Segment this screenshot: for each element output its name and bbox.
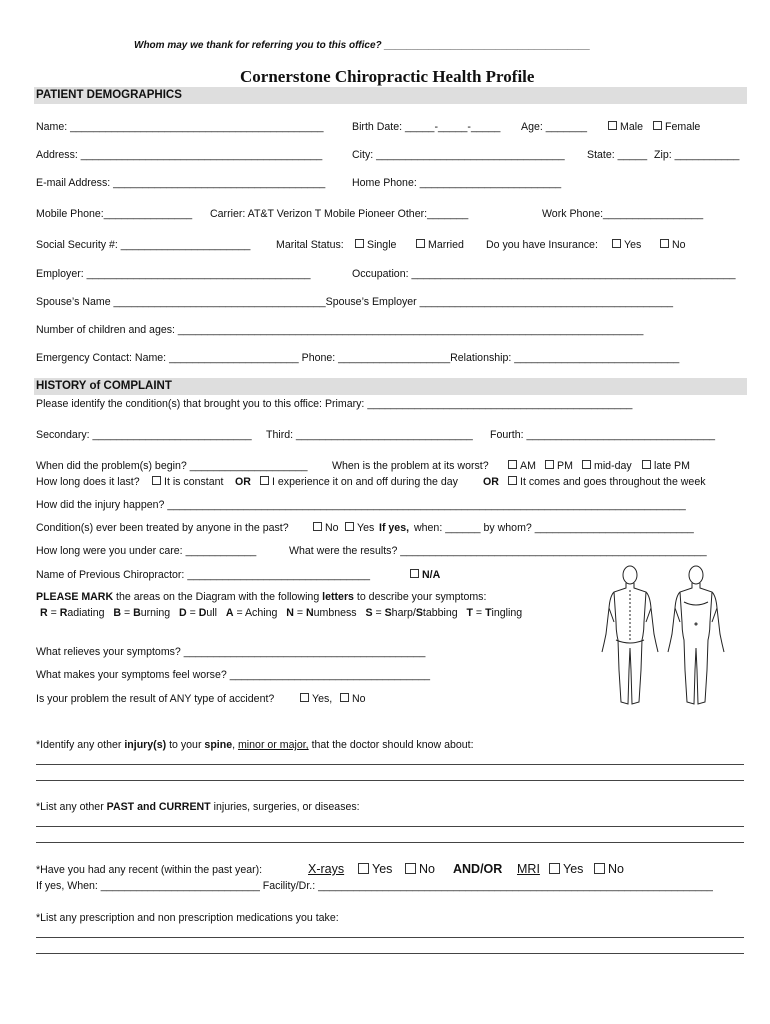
form-title: Cornerstone Chiropractic Health Profile [240, 67, 535, 86]
referral-question: Whom may we thank for referring you to this office? _____________________________________ [134, 40, 591, 51]
problem-begin-field[interactable]: When did the problem(s) begin? ____________________ [36, 460, 308, 472]
primary-condition-field[interactable]: Please identify the condition(s) that brought you to this office: Primary: _____________________________________________ [36, 398, 633, 410]
na-checkbox[interactable] [410, 569, 419, 578]
insurance-no-option[interactable]: No [660, 239, 686, 252]
children-field[interactable]: Number of children and ages: _______________________________________________________________________________ [36, 324, 644, 336]
demographics-header: PATIENT DEMOGRAPHICS [36, 89, 182, 101]
insurance-yes-checkbox[interactable] [612, 239, 621, 248]
mri-label: MRI [517, 862, 540, 876]
if-yes-label: If yes, [379, 522, 410, 534]
na-option[interactable]: N/A [410, 569, 440, 582]
female-checkbox[interactable] [653, 121, 662, 130]
symptom-legend: R = Radiating B = Burning D = Dull A = Aching N = Numbness S = Sharp/Stabbing T = Tingling [40, 607, 523, 619]
city-field[interactable]: City: ________________________________ [352, 149, 565, 161]
previous-chiropractor-field[interactable]: Name of Previous Chiropractor: _______________________________ [36, 569, 370, 581]
medications-prompt: *List any prescription and non prescription medications you take: [36, 912, 339, 924]
or-label-1: OR [235, 476, 251, 488]
history-header-bar [34, 378, 747, 395]
mri-no-option[interactable]: No [594, 862, 624, 876]
address-field[interactable]: Address: _________________________________________ [36, 149, 323, 161]
insurance-yes-option[interactable]: Yes [612, 239, 641, 252]
accident-no-option[interactable]: No [340, 693, 366, 706]
constant-option[interactable]: It is constant [152, 476, 223, 489]
male-checkbox[interactable] [608, 121, 617, 130]
third-condition-field[interactable]: Third: ______________________________ [266, 429, 473, 441]
email-field[interactable]: E-mail Address: ____________________________________ [36, 177, 326, 189]
xray-yes-checkbox[interactable] [358, 863, 369, 874]
on-off-checkbox[interactable] [260, 476, 269, 485]
midday-option[interactable]: mid-day [582, 460, 632, 473]
late-pm-checkbox[interactable] [642, 460, 651, 469]
name-field[interactable]: Name: ___________________________________________ [36, 121, 324, 133]
worse-field[interactable]: What makes your symptoms feel worse? __________________________________ [36, 669, 431, 681]
treated-when-whom-field[interactable]: when: ______ by whom? ___________________________ [414, 522, 694, 534]
relieves-field[interactable]: What relieves your symptoms? _________________________________________ [36, 646, 426, 658]
treated-no-option[interactable]: No [313, 522, 339, 535]
past-current-prompt: *List any other PAST and CURRENT injuries, surgeries, or diseases: [36, 801, 360, 813]
comes-goes-checkbox[interactable] [508, 476, 517, 485]
xray-yes-option[interactable]: Yes [358, 862, 392, 876]
other-injury-line-1[interactable] [36, 764, 744, 765]
ssn-field[interactable]: Social Security #: ______________________ [36, 239, 251, 251]
past-current-line-1[interactable] [36, 826, 744, 827]
am-checkbox[interactable] [508, 460, 517, 469]
treated-label: Condition(s) ever been treated by anyone in the past? [36, 522, 289, 534]
injury-cause-field[interactable]: How did the injury happen? ________________________________________________________________________________________ [36, 499, 686, 511]
past-current-line-2[interactable] [36, 842, 744, 843]
comes-goes-option[interactable]: It comes and goes throughout the week [508, 476, 706, 489]
and-or-label: AND/OR [453, 862, 503, 876]
employer-field[interactable]: Employer: ______________________________________ [36, 268, 311, 280]
accident-no-checkbox[interactable] [340, 693, 349, 702]
carrier-field[interactable]: Carrier: AT&T Verizon T Mobile Pioneer Other:_______ [210, 208, 469, 220]
am-option[interactable]: AM [508, 460, 536, 473]
fourth-condition-field[interactable]: Fourth: ________________________________ [490, 429, 716, 441]
accident-label: Is your problem the result of ANY type of accident? [36, 693, 275, 705]
insurance-label: Do you have Insurance: [486, 239, 598, 251]
xray-no-option[interactable]: No [405, 862, 435, 876]
constant-checkbox[interactable] [152, 476, 161, 485]
married-checkbox[interactable] [416, 239, 425, 248]
female-option[interactable]: Female [653, 121, 700, 134]
single-option[interactable]: Single [355, 239, 396, 252]
mobile-phone-field[interactable]: Mobile Phone:_______________ [36, 208, 193, 220]
state-field[interactable]: State: _____ [587, 149, 648, 161]
pm-option[interactable]: PM [545, 460, 573, 473]
home-phone-field[interactable]: Home Phone: ________________________ [352, 177, 562, 189]
on-off-option[interactable]: I experience it on and off during the day [260, 476, 458, 489]
imaging-when-facility-field[interactable]: If yes, When: ___________________________ Facility/Dr.: ___________________________________________________________________ [36, 880, 713, 892]
other-injury-prompt: *Identify any other injury(s) to your spine, minor or major, that the doctor should know about: [36, 739, 474, 751]
under-care-field[interactable]: How long were you under care: ____________ [36, 545, 257, 557]
results-field[interactable]: What were the results? ____________________________________________________ [289, 545, 707, 557]
mri-no-checkbox[interactable] [594, 863, 605, 874]
medications-line-1[interactable] [36, 937, 744, 938]
spouse-fields[interactable]: Spouse’s Name ____________________________________Spouse’s Employer ___________________________________________ [36, 296, 674, 308]
imaging-question: *Have you had any recent (within the past year): [36, 864, 263, 876]
other-injury-line-2[interactable] [36, 780, 744, 781]
insurance-no-checkbox[interactable] [660, 239, 669, 248]
worst-time-label: When is the problem at its worst? [332, 460, 489, 472]
pm-checkbox[interactable] [545, 460, 554, 469]
duration-label: How long does it last? [36, 476, 140, 488]
single-checkbox[interactable] [355, 239, 364, 248]
mri-yes-checkbox[interactable] [549, 863, 560, 874]
accident-yes-option[interactable]: Yes, [300, 693, 332, 706]
work-phone-field[interactable]: Work Phone:_________________ [542, 208, 704, 220]
late-pm-option[interactable]: late PM [642, 460, 690, 473]
accident-yes-checkbox[interactable] [300, 693, 309, 702]
married-option[interactable]: Married [416, 239, 464, 252]
body-diagram[interactable] [598, 562, 730, 710]
mark-instructions: PLEASE MARK the areas on the Diagram with the following letters to describe your symptoms: [36, 591, 487, 603]
xrays-label: X-rays [308, 862, 345, 876]
zip-field[interactable]: Zip: ___________ [654, 149, 740, 161]
treated-yes-checkbox[interactable] [345, 522, 354, 531]
mri-yes-option[interactable]: Yes [549, 862, 583, 876]
secondary-condition-field[interactable]: Secondary: ___________________________ [36, 429, 252, 441]
marital-status-label: Marital Status: [276, 239, 344, 251]
history-header: HISTORY of COMPLAINT [36, 380, 172, 392]
birth-date-field[interactable]: Birth Date: _____-_____-_____ [352, 121, 501, 133]
male-option[interactable]: Male [608, 121, 643, 134]
medications-line-2[interactable] [36, 953, 744, 954]
age-field[interactable]: Age: _______ [521, 121, 587, 133]
occupation-field[interactable]: Occupation: _______________________________________________________ [352, 268, 736, 280]
emergency-contact-field[interactable]: Emergency Contact: Name: ______________________ Phone: ___________________Relationship: ____________________________ [36, 352, 680, 364]
midday-checkbox[interactable] [582, 460, 591, 469]
treated-yes-option[interactable]: Yes [345, 522, 374, 535]
demographics-header-bar [34, 87, 747, 104]
xray-no-checkbox[interactable] [405, 863, 416, 874]
treated-no-checkbox[interactable] [313, 522, 322, 531]
or-label-2: OR [483, 476, 499, 488]
